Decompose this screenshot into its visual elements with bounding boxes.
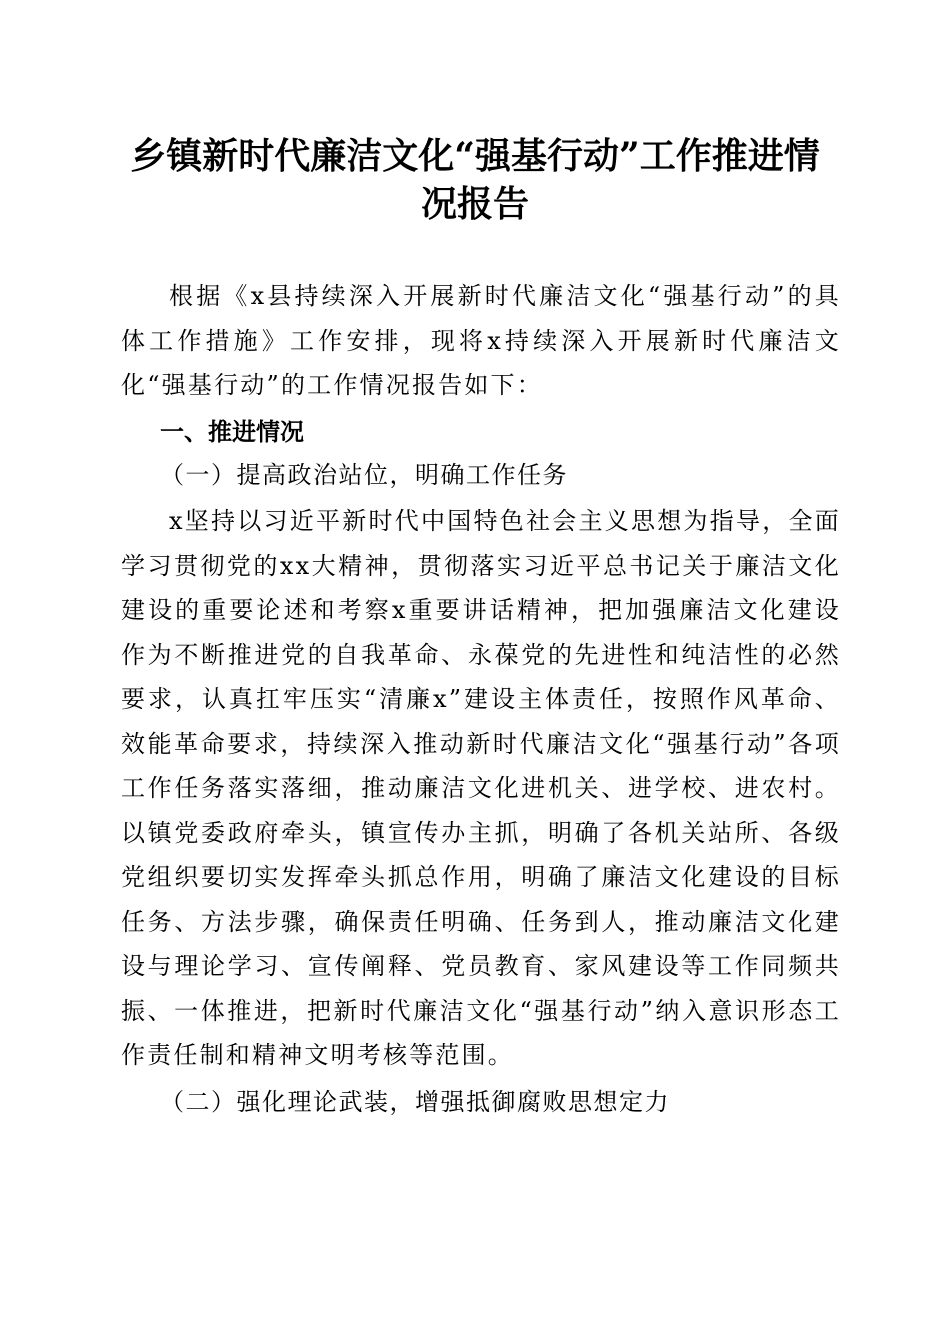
document-title (100, 132, 850, 228)
document-title-line-2: 况报告 (420, 183, 529, 225)
document-title-line-1: 乡镇新时代廉洁文化“强基行动”工作推进情 (130, 135, 820, 177)
subsection-1-heading: （一）提高政治站位，明确工作任务 (160, 461, 568, 489)
intro-paragraph: 根据《x县持续深入开展新时代廉洁文化“强基行动”的具体工作措施》工作安排，现将x持续深入开展新时代廉洁文化“强基行动”的工作情况报告如下： (121, 282, 841, 399)
subsection-2-heading: （二）强化理论武装，增强抵御腐败思想定力 (160, 1088, 670, 1116)
subsection-1-paragraph: x坚持以习近平新时代中国特色社会主义思想为指导，全面学习贯彻党的xx大精神，贯彻落实习近平总书记关于廉洁文化建设的重要论述和考察x重要讲话精神，把加强廉洁文化建设作为不断推进党的自我革命、永葆党的先进性和纯洁性的必然要求，认真扛牢压实“清廉x”建设主体责任，按照作风革命、效能革命要求，持续深入推动新时代廉洁文化“强基行动”各项工作任务落实落细，推动廉洁文化进机关、进学校、进农村。以镇党委政府牵头，镇宣传办主抓，明确了各机关站所、各级党组织要切实发挥牵头抓总作用，明确了廉洁文化建设的目标任务、方法步骤，确保责任明确、任务到人，推动廉洁文化建设与理论学习、宣传阐释、党员教育、家风建设等工作同频共振、一体推进，把新时代廉洁文化“强基行动”纳入意识形态工作责任制和精神文明考核等范围。 (121, 507, 841, 1069)
section-1-heading: 一、推进情况 (160, 418, 304, 446)
